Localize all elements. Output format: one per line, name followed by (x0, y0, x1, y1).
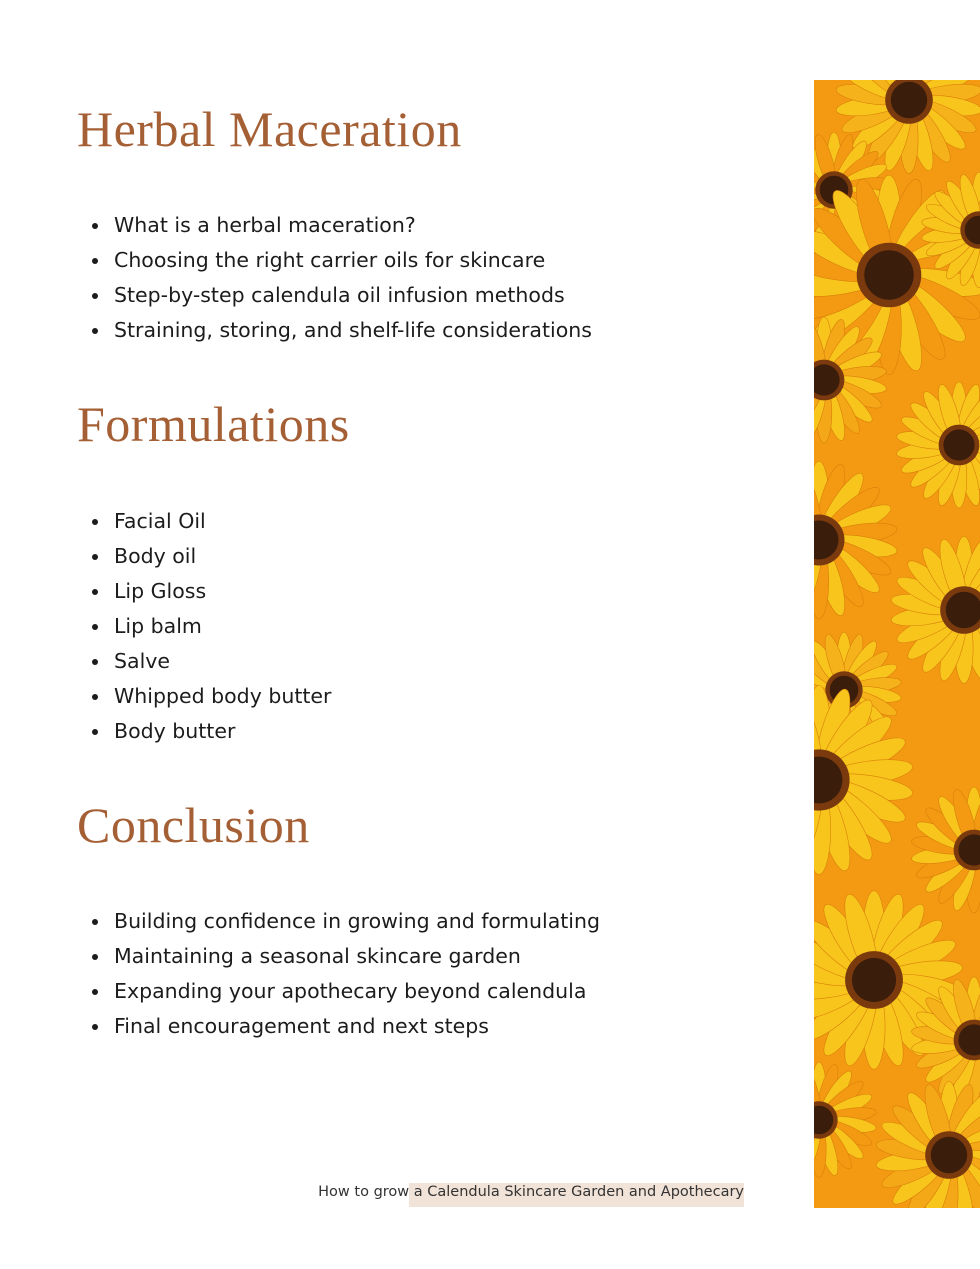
formulations-list (78, 504, 331, 749)
bullet-icon (92, 258, 98, 264)
bullet-icon (92, 328, 98, 334)
bullet-icon (92, 589, 98, 595)
calendula-flowers-photo (814, 80, 980, 1208)
bullet-icon (92, 293, 98, 299)
bullet-icon (92, 694, 98, 700)
list-item: Building confidence in growing and formulating (78, 904, 600, 939)
bullet-icon (92, 989, 98, 995)
bullet-icon (92, 519, 98, 525)
list-item: Body oil (78, 539, 331, 574)
bullet-icon (92, 659, 98, 665)
section-title-formulations: Formulations (77, 396, 350, 452)
conclusion-list (78, 904, 600, 1044)
calendula-flowers-icon (814, 80, 980, 1208)
list-item: Salve (78, 644, 331, 679)
bullet-icon (92, 554, 98, 560)
bullet-icon (92, 919, 98, 925)
list-item: Step-by-step calendula oil infusion methods (78, 278, 592, 313)
list-item: Lip Gloss (78, 574, 331, 609)
list-item: Lip balm (78, 609, 331, 644)
list-item: Choosing the right carrier oils for skincare (78, 243, 592, 278)
bullet-icon (92, 729, 98, 735)
list-item: What is a herbal maceration? (78, 208, 592, 243)
bullet-icon (92, 223, 98, 229)
list-item: Maintaining a seasonal skincare garden (78, 939, 600, 974)
list-item: Body butter (78, 714, 331, 749)
section-title-herbal-maceration: Herbal Maceration (77, 101, 462, 157)
list-item: Expanding your apothecary beyond calendula (78, 974, 600, 1009)
section-title-conclusion: Conclusion (77, 797, 310, 853)
bullet-icon (92, 954, 98, 960)
footer-text: How to grow a Calendula Skincare Garden and Apothecary (318, 1184, 744, 1200)
bullet-icon (92, 1024, 98, 1030)
list-item: Final encouragement and next steps (78, 1009, 600, 1044)
list-item: Straining, storing, and shelf-life considerations (78, 313, 592, 348)
list-item: Whipped body butter (78, 679, 331, 714)
herbal-maceration-list (78, 208, 592, 348)
bullet-icon (92, 624, 98, 630)
list-item: Facial Oil (78, 504, 331, 539)
